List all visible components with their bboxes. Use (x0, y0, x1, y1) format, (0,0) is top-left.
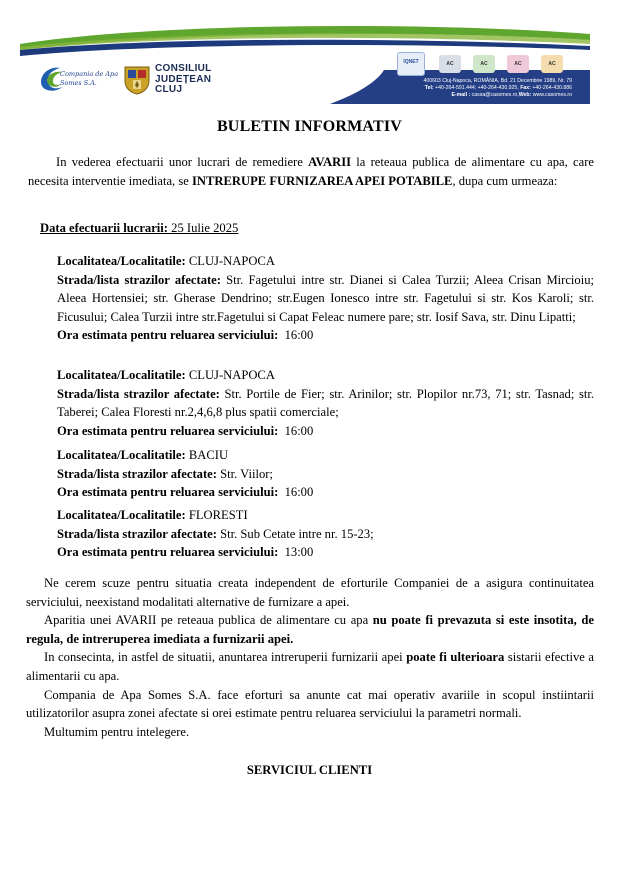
closing-paragraphs (26, 574, 594, 741)
address: 400603 Cluj-Napoca, ROMÂNIA, Bd. 21 Decembrie 1989, Nr. 79 (423, 78, 572, 84)
streets-line: Strada/lista strazilor afectate: Str. Portile de Fier; str. Arinilor; str. Plopilor nr.73, 71; str. Tasnad; str. Taberei; Calea Floresti nr.2,4,6,8 plus spatii comerciale; (57, 386, 594, 420)
phone-line: Tel: +40-264-591.444; +40-264-430.925, Fax: +40-264-430.886 (424, 85, 572, 91)
time-line: Ora estimata pentru reluarea serviciului: 16:00 (57, 423, 314, 438)
streets-line: Strada/lista strazilor afectate: Str. Viilor; (57, 466, 273, 481)
locality-line: Localitatea/Localitatile: CLUJ-NAPOCA (57, 254, 275, 268)
time-line: Ora estimata pentru reluarea serviciului: 16:00 (57, 485, 314, 500)
company-logo (38, 62, 118, 96)
contact-info (340, 78, 572, 99)
county-council-name: CONSILIUL JUDEȚEAN CLUJ (155, 63, 212, 95)
locality-line: Localitatea/Localitatile: BACIU (57, 448, 229, 462)
apology-paragraph: Ne cerem scuze pentru situatia creata independent de eforturile Companiei de a asigura continuitatea serviciului, neexistand modalitati alternative de furnizare a apei. (26, 576, 594, 609)
cert-badge: AC (541, 55, 563, 73)
work-date-value: 25 Iulie 2025 (171, 221, 239, 235)
time-line: Ora estimata pentru reluarea serviciului: 13:00 (57, 545, 314, 560)
cert-badge: AC (439, 55, 461, 73)
iqnet-badge: IQNET (397, 52, 425, 76)
email-web-line: E-mail : cassa@casomes.ro,Web: www.casomes.ro (451, 92, 572, 98)
avarii-paragraph: Aparitia unei AVARII pe reteaua publica de alimentare cu apa nu poate fi prevazuta si este insotita, de regula, de intreruperea imediata a furnizarii apei. (26, 613, 594, 646)
intro-paragraph: In vederea efectuarii unor lucrari de remediere AVARII la reteaua publica de alimentare cu apa, care necesita interventie imediata, se INTRERUPE FURNIZAREA APEI POTABILE, dupa cum urmeaza: (28, 155, 594, 188)
streets-line: Strada/lista strazilor afectate: Str. Sub Cetate intre nr. 15-23; (57, 526, 374, 541)
locality-line: Localitatea/Localitatile: FLORESTI (57, 508, 248, 522)
cert-badge: AC (507, 55, 529, 73)
work-date (40, 219, 440, 238)
outage-block (57, 366, 594, 440)
effort-paragraph: Compania de Apa Somes S.A. face eforturi sa anunte cat mai operativ avariile in scopul instiintarii utilizatorilor asupra zonei afectate si orei estimate pentru reluarea serviciului la parametri normali. (26, 687, 594, 721)
notification-paragraph: In consecinta, in astfel de situatii, anuntarea intreruperii furnizarii apei poate fi ulterioara sistarii efective a alimentarii cu apa. (26, 650, 595, 683)
signature: SERVICIUL CLIENTI (246, 763, 373, 777)
outage-block (57, 506, 594, 562)
work-date-label: Data efectuarii lucrarii: (40, 221, 168, 235)
company-logo-text: Compania de Apa Somes S.A. (60, 70, 119, 87)
thanks-paragraph: Multumim pentru intelegere. (44, 724, 190, 739)
cert-badge: AC (473, 55, 495, 73)
time-line: Ora estimata pentru reluarea serviciului: 16:00 (57, 328, 314, 343)
coat-of-arms-icon (124, 65, 150, 95)
county-council-logo (124, 64, 234, 100)
locality-line: Localitatea/Localitatile: CLUJ-NAPOCA (57, 368, 275, 382)
outage-block (57, 252, 594, 345)
letterhead (0, 0, 619, 110)
certification-badges (397, 52, 577, 78)
document-title: BULETIN INFORMATIV (216, 118, 403, 135)
streets-line: Strada/lista strazilor afectate: Str. Fagetului intre str. Dianei si Calea Turzii; Aleea Crisan Mircioiu; Aleea Hortensiei; str. Gherase Dendrino; str.Eugen Ionesco intre str. Fagetului si str. Kos Karoli; str. Ficusului; Calea Turzii intre str.Fagetului si Capat Feleac numere pare; str. Iosif Sava, str. Dinu Lipatti; (57, 272, 595, 324)
outage-block (57, 446, 594, 502)
